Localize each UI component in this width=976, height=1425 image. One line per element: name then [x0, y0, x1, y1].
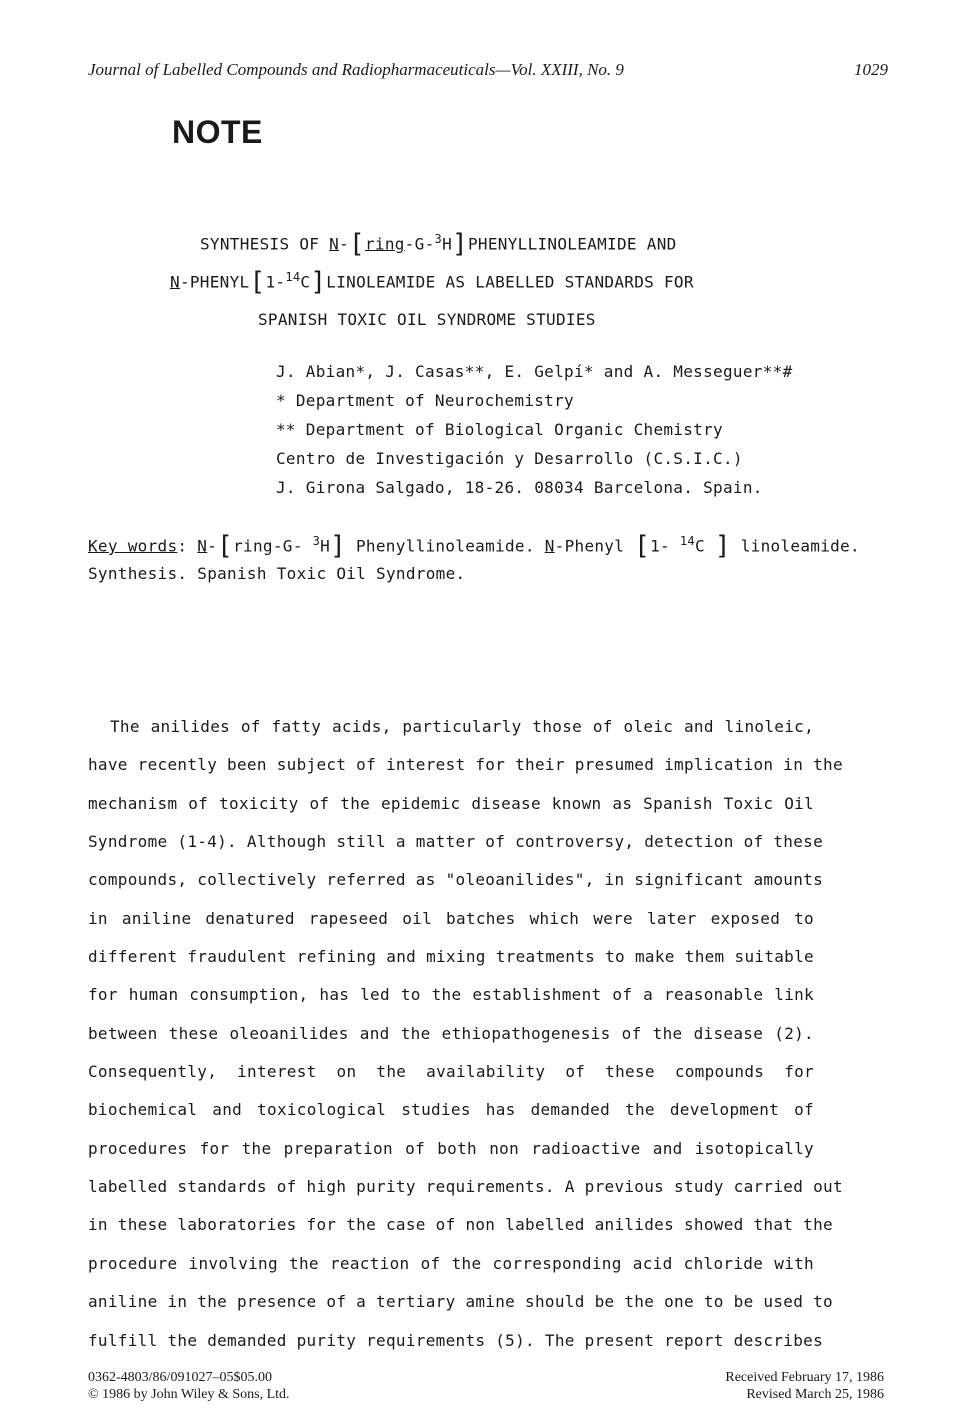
body-line: Syndrome (1-4). Although still a matter of controversy, detection of these: [88, 832, 824, 852]
body-line: in aniline denatured rapeseed oil batches which were later exposed to: [88, 908, 814, 928]
section-label: NOTE: [172, 114, 263, 150]
keywords-line-2: Synthesis. Spanish Toxic Oil Syndrome.: [88, 564, 466, 583]
title-line-1: SYNTHESIS OF N-[ring-G-$^3$H]PHENYLLINOLEAMIDE AND: [200, 229, 677, 260]
body-line: for human consumption, has led to the establishment of a reasonable link: [88, 985, 814, 1005]
body-line: labelled standards of high purity requirements. A previous study carried out: [88, 1177, 843, 1197]
body-line: compounds, collectively referred as "oleoanilides", in significant amounts: [88, 870, 824, 890]
body-line: Consequently, interest on the availability of these compounds for: [88, 1062, 814, 1082]
author-names: J. Abian*, J. Casas**, E. Gelpí* and A. Messeguer**#: [276, 362, 793, 381]
body-line: fulfill the demanded purity requirements (5). The present report describes: [88, 1330, 824, 1350]
body-line: The anilides of fatty acids, particularly those of oleic and linoleic,: [110, 717, 814, 736]
title-line-2: N-PHENYL[1-$^{14}$C]LINOLEAMIDE AS LABELLED STANDARDS FOR: [170, 267, 694, 298]
received-date: Received February 17, 1986: [725, 1370, 884, 1385]
body-line: procedures for the preparation of both non radioactive and isotopically: [88, 1138, 814, 1158]
issn-code: 0362-4803/86/091027–05$05.00: [88, 1370, 272, 1385]
body-line: have recently been subject of interest for their presumed implication in the: [88, 755, 843, 775]
body-line: procedure involving the reaction of the corresponding acid chloride with: [88, 1253, 814, 1273]
body-line: mechanism of toxicity of the epidemic disease known as Spanish Toxic Oil: [88, 793, 814, 813]
title-line-3: SPANISH TOXIC OIL SYNDROME STUDIES: [258, 310, 596, 329]
footer-publication-info: [88, 1369, 290, 1403]
revised-date: Revised March 25, 1986: [746, 1387, 884, 1402]
affiliation-neurochemistry: * Department of Neurochemistry: [276, 391, 574, 410]
body-line: biochemical and toxicological studies has demanded the development of: [88, 1100, 814, 1120]
copyright-notice: © 1986 by John Wiley & Sons, Ltd.: [88, 1387, 290, 1402]
page-number: 1029: [854, 60, 888, 79]
body-paragraph: [88, 716, 843, 1368]
journal-header: Journal of Labelled Compounds and Radiopharmaceuticals—Vol. XXIII, No. 9: [88, 60, 624, 79]
body-line: different fraudulent refining and mixing treatments to make them suitable: [88, 947, 814, 967]
body-line: between these oleoanilides and the ethiopathogenesis of the disease (2).: [88, 1023, 814, 1043]
institute-address: J. Girona Salgado, 18-26. 08034 Barcelona. Spain.: [276, 478, 763, 497]
institute-name: Centro de Investigación y Desarrollo (C.S.I.C.): [276, 449, 743, 468]
body-line: aniline in the presence of a tertiary amine should be the one to be used to: [88, 1292, 833, 1312]
footer-dates: [725, 1369, 884, 1403]
affiliation-organic-chemistry: ** Department of Biological Organic Chemistry: [276, 420, 723, 439]
body-line: in these laboratories for the case of non labelled anilides showed that the: [88, 1215, 833, 1235]
keywords-label: Key words: [88, 536, 178, 556]
keywords-line-1: Key words: N-[ring-G- $^3$H] Phenyllinoleamide. N-Phenyl [1- $^{14}$C ] linoleamide.: [88, 531, 860, 562]
